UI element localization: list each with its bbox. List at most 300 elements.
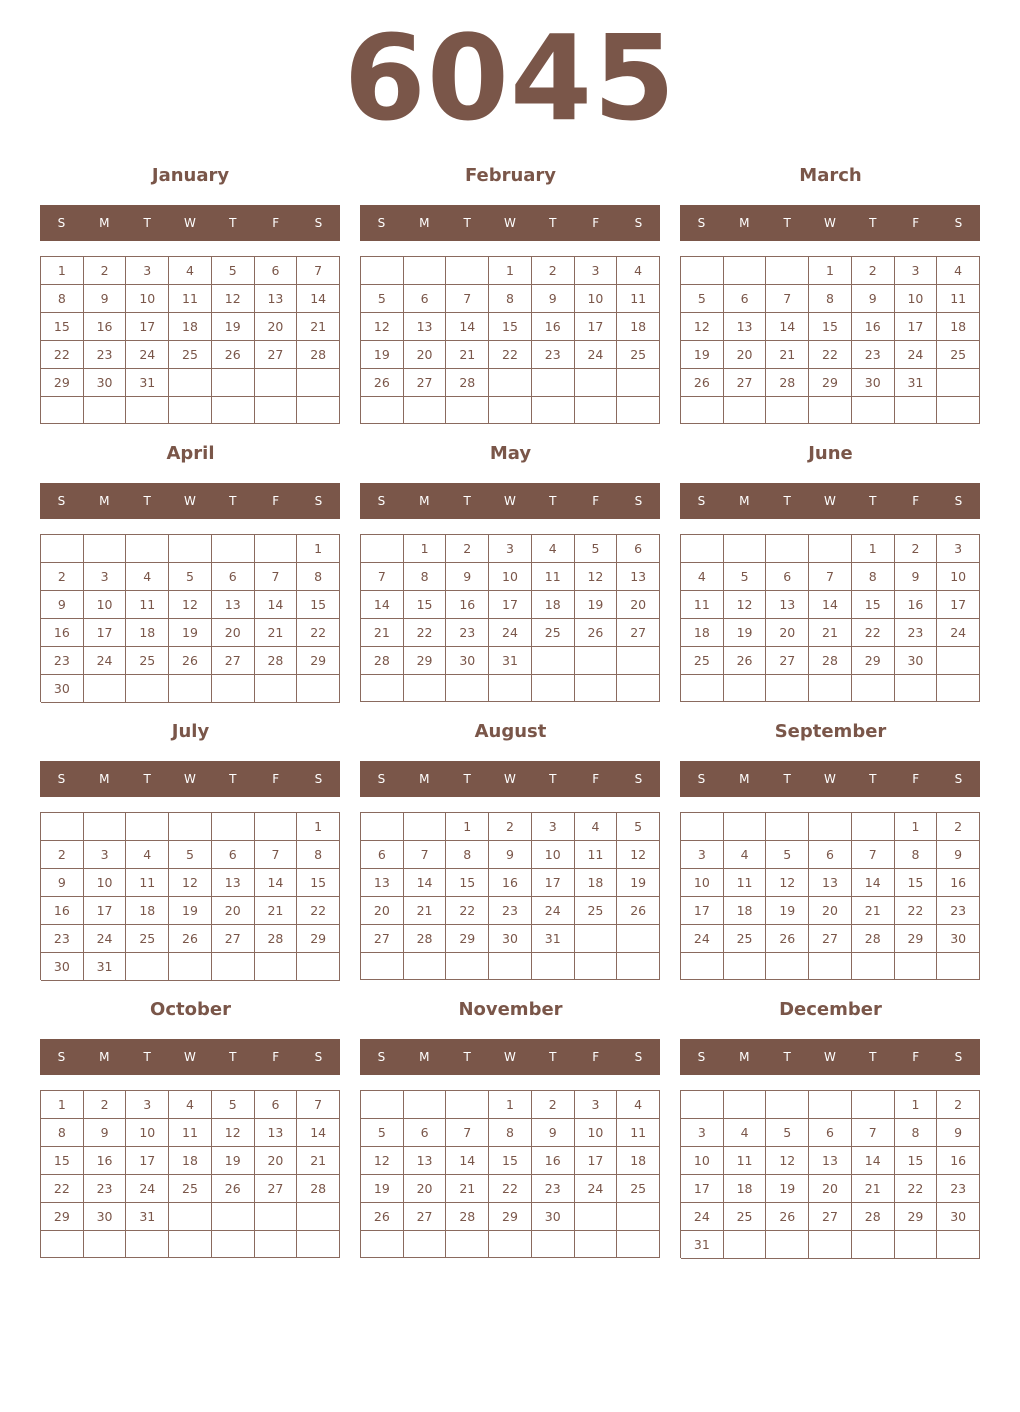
- day-cell[interactable]: 21: [361, 619, 404, 647]
- day-cell[interactable]: 4: [724, 841, 767, 869]
- day-cell[interactable]: 5: [169, 563, 212, 591]
- day-cell[interactable]: 18: [681, 619, 724, 647]
- day-cell[interactable]: 30: [489, 925, 532, 953]
- day-cell[interactable]: 15: [489, 1147, 532, 1175]
- day-cell[interactable]: 29: [297, 925, 340, 953]
- day-cell[interactable]: 27: [212, 647, 255, 675]
- day-cell[interactable]: 8: [41, 285, 84, 313]
- day-cell[interactable]: 27: [617, 619, 660, 647]
- day-cell[interactable]: 12: [212, 285, 255, 313]
- day-cell[interactable]: 15: [446, 869, 489, 897]
- day-cell[interactable]: 7: [766, 285, 809, 313]
- day-cell[interactable]: 7: [297, 1091, 340, 1119]
- day-cell[interactable]: 17: [575, 313, 618, 341]
- day-cell[interactable]: 30: [446, 647, 489, 675]
- day-cell[interactable]: 18: [724, 1175, 767, 1203]
- day-cell[interactable]: 24: [489, 619, 532, 647]
- day-cell[interactable]: 6: [255, 1091, 298, 1119]
- day-cell[interactable]: 3: [895, 257, 938, 285]
- day-cell[interactable]: 21: [809, 619, 852, 647]
- day-cell[interactable]: 1: [895, 813, 938, 841]
- day-cell[interactable]: 18: [617, 1147, 660, 1175]
- day-cell[interactable]: 28: [404, 925, 447, 953]
- day-cell[interactable]: 27: [809, 925, 852, 953]
- day-cell[interactable]: 22: [895, 1175, 938, 1203]
- day-cell[interactable]: 8: [809, 285, 852, 313]
- day-cell[interactable]: 19: [724, 619, 767, 647]
- day-cell[interactable]: 7: [446, 285, 489, 313]
- day-cell[interactable]: 9: [532, 1119, 575, 1147]
- day-cell[interactable]: 28: [766, 369, 809, 397]
- day-cell[interactable]: 30: [84, 369, 127, 397]
- day-cell[interactable]: 5: [724, 563, 767, 591]
- day-cell[interactable]: 31: [84, 953, 127, 981]
- day-cell[interactable]: 23: [895, 619, 938, 647]
- day-cell[interactable]: 2: [84, 1091, 127, 1119]
- day-cell[interactable]: 9: [41, 591, 84, 619]
- day-cell[interactable]: 28: [446, 1203, 489, 1231]
- day-cell[interactable]: 6: [404, 285, 447, 313]
- day-cell[interactable]: 15: [852, 591, 895, 619]
- day-cell[interactable]: 2: [446, 535, 489, 563]
- day-cell[interactable]: 13: [404, 313, 447, 341]
- day-cell[interactable]: 13: [404, 1147, 447, 1175]
- day-cell[interactable]: 19: [617, 869, 660, 897]
- day-cell[interactable]: 23: [532, 341, 575, 369]
- day-cell[interactable]: 21: [766, 341, 809, 369]
- day-cell[interactable]: 22: [852, 619, 895, 647]
- day-cell[interactable]: 27: [724, 369, 767, 397]
- day-cell[interactable]: 23: [446, 619, 489, 647]
- day-cell[interactable]: 14: [297, 285, 340, 313]
- day-cell[interactable]: 14: [446, 313, 489, 341]
- day-cell[interactable]: 26: [617, 897, 660, 925]
- day-cell[interactable]: 29: [809, 369, 852, 397]
- day-cell[interactable]: 11: [575, 841, 618, 869]
- day-cell[interactable]: 24: [126, 341, 169, 369]
- day-cell[interactable]: 25: [126, 925, 169, 953]
- day-cell[interactable]: 19: [575, 591, 618, 619]
- day-cell[interactable]: 27: [361, 925, 404, 953]
- day-cell[interactable]: 5: [617, 813, 660, 841]
- day-cell[interactable]: 12: [575, 563, 618, 591]
- day-cell[interactable]: 10: [84, 591, 127, 619]
- day-cell[interactable]: 10: [681, 869, 724, 897]
- day-cell[interactable]: 18: [126, 897, 169, 925]
- day-cell[interactable]: 12: [617, 841, 660, 869]
- day-cell[interactable]: 8: [489, 1119, 532, 1147]
- day-cell[interactable]: 3: [532, 813, 575, 841]
- day-cell[interactable]: 2: [84, 257, 127, 285]
- day-cell[interactable]: 2: [41, 563, 84, 591]
- day-cell[interactable]: 16: [532, 1147, 575, 1175]
- day-cell[interactable]: 7: [255, 841, 298, 869]
- day-cell[interactable]: 26: [724, 647, 767, 675]
- day-cell[interactable]: 12: [724, 591, 767, 619]
- day-cell[interactable]: 15: [809, 313, 852, 341]
- day-cell[interactable]: 13: [361, 869, 404, 897]
- day-cell[interactable]: 16: [41, 897, 84, 925]
- day-cell[interactable]: 5: [212, 1091, 255, 1119]
- day-cell[interactable]: 10: [937, 563, 980, 591]
- day-cell[interactable]: 7: [255, 563, 298, 591]
- day-cell[interactable]: 9: [41, 869, 84, 897]
- day-cell[interactable]: 30: [41, 675, 84, 703]
- day-cell[interactable]: 9: [937, 1119, 980, 1147]
- day-cell[interactable]: 24: [84, 925, 127, 953]
- day-cell[interactable]: 14: [809, 591, 852, 619]
- day-cell[interactable]: 17: [937, 591, 980, 619]
- day-cell[interactable]: 26: [212, 1175, 255, 1203]
- day-cell[interactable]: 25: [724, 1203, 767, 1231]
- day-cell[interactable]: 20: [255, 1147, 298, 1175]
- day-cell[interactable]: 13: [809, 1147, 852, 1175]
- day-cell[interactable]: 31: [126, 1203, 169, 1231]
- day-cell[interactable]: 31: [681, 1231, 724, 1259]
- day-cell[interactable]: 22: [404, 619, 447, 647]
- day-cell[interactable]: 11: [169, 1119, 212, 1147]
- day-cell[interactable]: 17: [126, 1147, 169, 1175]
- day-cell[interactable]: 4: [681, 563, 724, 591]
- day-cell[interactable]: 5: [575, 535, 618, 563]
- day-cell[interactable]: 4: [724, 1119, 767, 1147]
- day-cell[interactable]: 28: [361, 647, 404, 675]
- day-cell[interactable]: 17: [84, 897, 127, 925]
- day-cell[interactable]: 15: [489, 313, 532, 341]
- day-cell[interactable]: 10: [575, 285, 618, 313]
- day-cell[interactable]: 10: [126, 1119, 169, 1147]
- day-cell[interactable]: 17: [126, 313, 169, 341]
- day-cell[interactable]: 3: [84, 841, 127, 869]
- day-cell[interactable]: 16: [446, 591, 489, 619]
- day-cell[interactable]: 1: [895, 1091, 938, 1119]
- day-cell[interactable]: 6: [766, 563, 809, 591]
- day-cell[interactable]: 3: [681, 841, 724, 869]
- day-cell[interactable]: 19: [169, 897, 212, 925]
- day-cell[interactable]: 12: [766, 869, 809, 897]
- day-cell[interactable]: 14: [361, 591, 404, 619]
- day-cell[interactable]: 24: [575, 341, 618, 369]
- day-cell[interactable]: 4: [169, 1091, 212, 1119]
- day-cell[interactable]: 1: [446, 813, 489, 841]
- day-cell[interactable]: 29: [895, 1203, 938, 1231]
- day-cell[interactable]: 7: [446, 1119, 489, 1147]
- day-cell[interactable]: 3: [937, 535, 980, 563]
- day-cell[interactable]: 21: [255, 619, 298, 647]
- day-cell[interactable]: 20: [766, 619, 809, 647]
- day-cell[interactable]: 21: [404, 897, 447, 925]
- day-cell[interactable]: 26: [361, 369, 404, 397]
- day-cell[interactable]: 23: [532, 1175, 575, 1203]
- day-cell[interactable]: 23: [852, 341, 895, 369]
- day-cell[interactable]: 11: [724, 869, 767, 897]
- day-cell[interactable]: 23: [84, 1175, 127, 1203]
- day-cell[interactable]: 26: [212, 341, 255, 369]
- day-cell[interactable]: 21: [297, 1147, 340, 1175]
- day-cell[interactable]: 31: [895, 369, 938, 397]
- day-cell[interactable]: 30: [937, 1203, 980, 1231]
- day-cell[interactable]: 28: [446, 369, 489, 397]
- day-cell[interactable]: 10: [532, 841, 575, 869]
- day-cell[interactable]: 6: [404, 1119, 447, 1147]
- day-cell[interactable]: 19: [212, 1147, 255, 1175]
- day-cell[interactable]: 25: [617, 341, 660, 369]
- day-cell[interactable]: 20: [255, 313, 298, 341]
- day-cell[interactable]: 21: [852, 1175, 895, 1203]
- day-cell[interactable]: 9: [84, 285, 127, 313]
- day-cell[interactable]: 4: [617, 1091, 660, 1119]
- day-cell[interactable]: 26: [575, 619, 618, 647]
- day-cell[interactable]: 7: [361, 563, 404, 591]
- day-cell[interactable]: 10: [489, 563, 532, 591]
- day-cell[interactable]: 25: [532, 619, 575, 647]
- day-cell[interactable]: 23: [41, 647, 84, 675]
- day-cell[interactable]: 11: [126, 591, 169, 619]
- day-cell[interactable]: 23: [489, 897, 532, 925]
- day-cell[interactable]: 4: [532, 535, 575, 563]
- day-cell[interactable]: 21: [446, 341, 489, 369]
- day-cell[interactable]: 26: [169, 647, 212, 675]
- day-cell[interactable]: 6: [212, 841, 255, 869]
- day-cell[interactable]: 26: [766, 925, 809, 953]
- day-cell[interactable]: 13: [766, 591, 809, 619]
- day-cell[interactable]: 11: [532, 563, 575, 591]
- day-cell[interactable]: 22: [809, 341, 852, 369]
- day-cell[interactable]: 22: [489, 341, 532, 369]
- day-cell[interactable]: 14: [404, 869, 447, 897]
- day-cell[interactable]: 1: [809, 257, 852, 285]
- day-cell[interactable]: 25: [575, 897, 618, 925]
- day-cell[interactable]: 9: [532, 285, 575, 313]
- day-cell[interactable]: 16: [532, 313, 575, 341]
- day-cell[interactable]: 31: [532, 925, 575, 953]
- day-cell[interactable]: 17: [532, 869, 575, 897]
- day-cell[interactable]: 13: [212, 869, 255, 897]
- day-cell[interactable]: 16: [84, 313, 127, 341]
- day-cell[interactable]: 3: [489, 535, 532, 563]
- day-cell[interactable]: 18: [169, 1147, 212, 1175]
- day-cell[interactable]: 11: [681, 591, 724, 619]
- day-cell[interactable]: 30: [937, 925, 980, 953]
- day-cell[interactable]: 16: [489, 869, 532, 897]
- day-cell[interactable]: 7: [404, 841, 447, 869]
- day-cell[interactable]: 22: [489, 1175, 532, 1203]
- day-cell[interactable]: 5: [169, 841, 212, 869]
- day-cell[interactable]: 15: [404, 591, 447, 619]
- day-cell[interactable]: 14: [852, 869, 895, 897]
- day-cell[interactable]: 4: [169, 257, 212, 285]
- day-cell[interactable]: 29: [446, 925, 489, 953]
- day-cell[interactable]: 16: [937, 1147, 980, 1175]
- day-cell[interactable]: 24: [126, 1175, 169, 1203]
- day-cell[interactable]: 4: [126, 563, 169, 591]
- day-cell[interactable]: 7: [297, 257, 340, 285]
- day-cell[interactable]: 1: [489, 1091, 532, 1119]
- day-cell[interactable]: 30: [895, 647, 938, 675]
- day-cell[interactable]: 26: [361, 1203, 404, 1231]
- day-cell[interactable]: 28: [852, 1203, 895, 1231]
- day-cell[interactable]: 12: [169, 591, 212, 619]
- day-cell[interactable]: 19: [766, 897, 809, 925]
- day-cell[interactable]: 3: [84, 563, 127, 591]
- day-cell[interactable]: 19: [212, 313, 255, 341]
- day-cell[interactable]: 30: [41, 953, 84, 981]
- day-cell[interactable]: 2: [532, 1091, 575, 1119]
- day-cell[interactable]: 29: [41, 369, 84, 397]
- day-cell[interactable]: 28: [297, 1175, 340, 1203]
- day-cell[interactable]: 25: [169, 1175, 212, 1203]
- day-cell[interactable]: 9: [446, 563, 489, 591]
- day-cell[interactable]: 6: [212, 563, 255, 591]
- day-cell[interactable]: 20: [809, 897, 852, 925]
- day-cell[interactable]: 15: [895, 1147, 938, 1175]
- day-cell[interactable]: 15: [297, 869, 340, 897]
- day-cell[interactable]: 18: [617, 313, 660, 341]
- day-cell[interactable]: 4: [937, 257, 980, 285]
- day-cell[interactable]: 29: [852, 647, 895, 675]
- day-cell[interactable]: 18: [937, 313, 980, 341]
- day-cell[interactable]: 6: [617, 535, 660, 563]
- day-cell[interactable]: 14: [255, 591, 298, 619]
- day-cell[interactable]: 30: [84, 1203, 127, 1231]
- day-cell[interactable]: 3: [681, 1119, 724, 1147]
- day-cell[interactable]: 20: [361, 897, 404, 925]
- day-cell[interactable]: 1: [297, 535, 340, 563]
- day-cell[interactable]: 28: [255, 925, 298, 953]
- day-cell[interactable]: 10: [681, 1147, 724, 1175]
- day-cell[interactable]: 5: [212, 257, 255, 285]
- day-cell[interactable]: 23: [937, 897, 980, 925]
- day-cell[interactable]: 20: [809, 1175, 852, 1203]
- day-cell[interactable]: 11: [724, 1147, 767, 1175]
- day-cell[interactable]: 17: [84, 619, 127, 647]
- day-cell[interactable]: 31: [489, 647, 532, 675]
- day-cell[interactable]: 21: [852, 897, 895, 925]
- day-cell[interactable]: 8: [446, 841, 489, 869]
- day-cell[interactable]: 14: [852, 1147, 895, 1175]
- day-cell[interactable]: 4: [126, 841, 169, 869]
- day-cell[interactable]: 23: [937, 1175, 980, 1203]
- day-cell[interactable]: 1: [41, 1091, 84, 1119]
- day-cell[interactable]: 14: [255, 869, 298, 897]
- day-cell[interactable]: 24: [575, 1175, 618, 1203]
- day-cell[interactable]: 14: [446, 1147, 489, 1175]
- day-cell[interactable]: 29: [404, 647, 447, 675]
- day-cell[interactable]: 12: [212, 1119, 255, 1147]
- day-cell[interactable]: 7: [852, 1119, 895, 1147]
- day-cell[interactable]: 27: [809, 1203, 852, 1231]
- day-cell[interactable]: 15: [41, 313, 84, 341]
- day-cell[interactable]: 14: [297, 1119, 340, 1147]
- day-cell[interactable]: 6: [361, 841, 404, 869]
- day-cell[interactable]: 10: [575, 1119, 618, 1147]
- day-cell[interactable]: 2: [937, 813, 980, 841]
- day-cell[interactable]: 6: [724, 285, 767, 313]
- day-cell[interactable]: 25: [681, 647, 724, 675]
- day-cell[interactable]: 21: [255, 897, 298, 925]
- day-cell[interactable]: 20: [212, 897, 255, 925]
- day-cell[interactable]: 18: [126, 619, 169, 647]
- day-cell[interactable]: 8: [404, 563, 447, 591]
- day-cell[interactable]: 25: [126, 647, 169, 675]
- day-cell[interactable]: 20: [404, 341, 447, 369]
- day-cell[interactable]: 6: [809, 841, 852, 869]
- day-cell[interactable]: 20: [617, 591, 660, 619]
- day-cell[interactable]: 12: [361, 313, 404, 341]
- day-cell[interactable]: 12: [361, 1147, 404, 1175]
- day-cell[interactable]: 19: [766, 1175, 809, 1203]
- day-cell[interactable]: 29: [895, 925, 938, 953]
- day-cell[interactable]: 16: [937, 869, 980, 897]
- day-cell[interactable]: 29: [297, 647, 340, 675]
- day-cell[interactable]: 15: [895, 869, 938, 897]
- day-cell[interactable]: 14: [766, 313, 809, 341]
- day-cell[interactable]: 26: [169, 925, 212, 953]
- day-cell[interactable]: 19: [169, 619, 212, 647]
- day-cell[interactable]: 16: [84, 1147, 127, 1175]
- day-cell[interactable]: 27: [404, 369, 447, 397]
- day-cell[interactable]: 28: [809, 647, 852, 675]
- day-cell[interactable]: 9: [852, 285, 895, 313]
- day-cell[interactable]: 18: [169, 313, 212, 341]
- day-cell[interactable]: 25: [724, 925, 767, 953]
- day-cell[interactable]: 22: [297, 897, 340, 925]
- day-cell[interactable]: 24: [84, 647, 127, 675]
- day-cell[interactable]: 3: [126, 257, 169, 285]
- day-cell[interactable]: 25: [937, 341, 980, 369]
- day-cell[interactable]: 20: [212, 619, 255, 647]
- day-cell[interactable]: 3: [575, 1091, 618, 1119]
- day-cell[interactable]: 23: [84, 341, 127, 369]
- day-cell[interactable]: 11: [937, 285, 980, 313]
- day-cell[interactable]: 8: [297, 841, 340, 869]
- day-cell[interactable]: 8: [895, 1119, 938, 1147]
- day-cell[interactable]: 2: [895, 535, 938, 563]
- day-cell[interactable]: 8: [895, 841, 938, 869]
- day-cell[interactable]: 11: [169, 285, 212, 313]
- day-cell[interactable]: 30: [852, 369, 895, 397]
- day-cell[interactable]: 16: [41, 619, 84, 647]
- day-cell[interactable]: 22: [297, 619, 340, 647]
- day-cell[interactable]: 26: [681, 369, 724, 397]
- day-cell[interactable]: 26: [766, 1203, 809, 1231]
- day-cell[interactable]: 8: [297, 563, 340, 591]
- day-cell[interactable]: 5: [681, 285, 724, 313]
- day-cell[interactable]: 27: [766, 647, 809, 675]
- day-cell[interactable]: 9: [937, 841, 980, 869]
- day-cell[interactable]: 7: [852, 841, 895, 869]
- day-cell[interactable]: 13: [255, 1119, 298, 1147]
- day-cell[interactable]: 12: [681, 313, 724, 341]
- day-cell[interactable]: 24: [681, 1203, 724, 1231]
- day-cell[interactable]: 17: [575, 1147, 618, 1175]
- day-cell[interactable]: 17: [681, 897, 724, 925]
- day-cell[interactable]: 29: [489, 1203, 532, 1231]
- day-cell[interactable]: 2: [852, 257, 895, 285]
- day-cell[interactable]: 8: [41, 1119, 84, 1147]
- day-cell[interactable]: 31: [126, 369, 169, 397]
- day-cell[interactable]: 27: [255, 341, 298, 369]
- day-cell[interactable]: 24: [895, 341, 938, 369]
- day-cell[interactable]: 19: [681, 341, 724, 369]
- day-cell[interactable]: 30: [532, 1203, 575, 1231]
- day-cell[interactable]: 24: [681, 925, 724, 953]
- day-cell[interactable]: 12: [766, 1147, 809, 1175]
- day-cell[interactable]: 10: [895, 285, 938, 313]
- day-cell[interactable]: 16: [895, 591, 938, 619]
- day-cell[interactable]: 18: [575, 869, 618, 897]
- day-cell[interactable]: 27: [212, 925, 255, 953]
